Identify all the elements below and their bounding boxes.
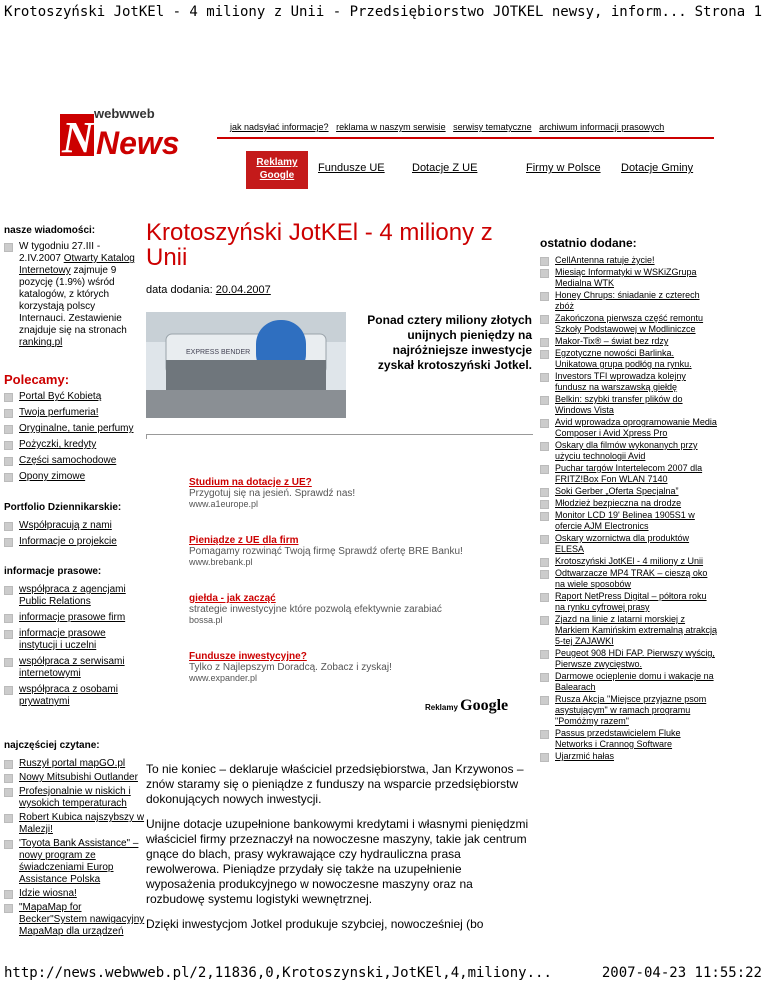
polecamy-item[interactable]: Pożyczki, kredyty	[4, 439, 142, 451]
polecamy-heading: Polecamy:	[4, 372, 70, 387]
article-title: Krotoszyński JotKEl - 4 miliony z Unii	[146, 219, 493, 271]
article-divider	[146, 434, 533, 439]
google-ad-desc: Przygotuj się na jesień. Sprawdź nas!	[189, 488, 356, 499]
ad-link-dotacje-gminy[interactable]: Dotacje Gminy	[621, 162, 694, 174]
recent-item[interactable]: Makor-Tix® – świat bez rdzy	[540, 336, 718, 347]
machine-photo-icon	[146, 312, 346, 418]
nasze-heading: nasze wiadomości:	[4, 225, 96, 236]
google-ad-url[interactable]: bossa.pl	[189, 615, 223, 625]
recent-item[interactable]: Odtwarzacze MP4 TRAK – cieszą oko na wiele sposobów	[540, 568, 718, 590]
google-ad-url[interactable]: www.brebank.pl	[189, 557, 253, 567]
print-header-title: Krotoszyński JotKEl - 4 miliony z Unii - Przedsiębiorstwo JOTKEL newsy, inform...	[4, 4, 687, 20]
google-ads-button[interactable]	[246, 151, 308, 189]
article-photo	[146, 312, 346, 418]
recent-item[interactable]: Puchar targów Intertelecom 2007 dla FRITZ!Box Fon WLAN 7140	[540, 463, 718, 485]
recent-item[interactable]: Zakończona pierwsza część remontu Szkoły Podstawowej w Modliniczce	[540, 313, 718, 335]
najczesciej-heading: najczęściej czytane:	[4, 740, 100, 751]
nasze-list	[4, 241, 142, 353]
recent-item[interactable]: Monitor LCD 19' Belinea 1905S1 w ofercie AJM Electronics	[540, 510, 718, 532]
polecamy-item[interactable]: Portal Być Kobietą	[4, 391, 142, 403]
najczesciej-item[interactable]: "MapaMap for Becker"System nawigacyjny MapaMap dla urządzeń	[4, 902, 146, 938]
recent-item[interactable]: Oskary wzornictwa dla produktów ELESA	[540, 533, 718, 555]
svg-text:EXPRESS BENDER: EXPRESS BENDER	[186, 349, 251, 356]
google-ad-title[interactable]: Pieniądze z UE dla firm	[189, 535, 299, 546]
article-paragraph: Unijne dotacje uzupełnione bankowymi kredytami i własnymi pieniędzmi właściciel firmy przeznaczył na nowoczesne maszyny, takie jak centrum gnące do blach, prasy wykrawające czy hydrauliczna prasa rewolwerowa. Pieniądze przydały się także na uzupełnienie wyposażenia produkcyjnego w nowoczesne maszyny oraz na rozbudowę systemu logistyki wewnętrznej.	[146, 817, 529, 906]
info-item[interactable]: informacje prasowe firm	[4, 612, 144, 624]
recent-item[interactable]: Krotoszyński JotKEl - 4 miliony z Unii	[540, 556, 718, 567]
site-logo[interactable]	[60, 98, 180, 162]
info-heading: informacje prasowe:	[4, 566, 102, 577]
nasze-item: W tygodniu 27.III - 2.IV.2007 Otwarty Katalog Internetowy zajmuje 9 pozycję (1.9%) wśród katalogów, z których korzystają polscy Internauci. Zestawienie znajduje się na stronach ranking.pl	[4, 241, 142, 349]
reklamy-google-label[interactable]: Reklamy Google	[425, 697, 509, 714]
najczesciej-item[interactable]: Ruszył portal mapGO.pl	[4, 758, 146, 770]
svg-text:N: N	[62, 113, 94, 162]
polecamy-item[interactable]: Twoja perfumeria!	[4, 407, 142, 419]
ads-button-line2: Google	[259, 170, 295, 181]
info-item[interactable]: współpraca z serwisami internetowymi	[4, 656, 144, 680]
google-ad[interactable]	[189, 535, 519, 567]
recent-item[interactable]: Ujarzmić hałas	[540, 751, 718, 762]
ad-link-dotacje-ue[interactable]: Dotacje Z UE	[412, 162, 478, 174]
info-list	[4, 584, 144, 712]
news-logo-icon	[60, 98, 180, 162]
najczesciej-item[interactable]: Profesjonalnie w niskich i wysokich temperaturach	[4, 786, 146, 810]
nasze-link-ranking[interactable]: ranking.pl	[19, 337, 63, 348]
logo-brand-big: News	[96, 125, 180, 161]
recent-item[interactable]: Avid wprowadza oprogramowanie Media Composer i Avid Xpress Pro	[540, 417, 718, 439]
polecamy-item[interactable]: Oryginalne, tanie perfumy	[4, 423, 142, 435]
info-item[interactable]: współpraca z osobami prywatnymi	[4, 684, 144, 708]
google-logo: Google	[460, 697, 509, 714]
najczesciej-item[interactable]: Robert Kubica najszybszy w Malezji!	[4, 812, 146, 836]
ad-link-fundusze[interactable]: Fundusze UE	[318, 162, 385, 174]
article-lead: Ponad cztery miliony złotych unijnych pieniędzy na najróżniejsze inwestycje zyskał krotoszyński Jotkel.	[367, 313, 532, 372]
portfolio-list	[4, 520, 142, 552]
google-ad-url[interactable]: www.a1europe.pl	[189, 499, 259, 509]
recent-list	[540, 255, 718, 763]
info-item[interactable]: współpraca z agencjami Public Relations	[4, 584, 144, 608]
google-ad-desc: Tylko z Najlepszym Doradcą. Zobacz i zyskaj!	[189, 662, 392, 673]
recent-item[interactable]: Miesiąc Informatyki w WSKiZGrupa Medialna WTK	[540, 267, 718, 289]
article-date-value: 20.04.2007	[215, 284, 271, 296]
polecamy-list	[4, 391, 142, 487]
top-nav	[230, 122, 669, 132]
recent-item[interactable]: Raport NetPress Digital – półtora roku na rynku cyfrowej prasy	[540, 591, 718, 613]
najczesciej-list	[4, 758, 146, 940]
recent-item[interactable]: Belkin: szybki transfer plików do Windows Vista	[540, 394, 718, 416]
recent-item[interactable]: Investors TFI wprowadza kolejny fundusz na warszawską giełdę	[540, 371, 718, 393]
article-paragraph: To nie koniec – deklaruje właściciel przedsiębiorstwa, Jan Krzywonos – znów staramy się o pieniądze z funduszy na wsparcie przedsiębiorstw dokonujących nowych inwestycji.	[146, 762, 524, 806]
google-ad-title[interactable]: Studium na dotacje z UE?	[189, 477, 312, 488]
recent-item[interactable]: Rusza Akcja "Miejsce przyjazne psom asystującym" w ramach programu "Pomóżmy razem"	[540, 694, 718, 727]
portfolio-item[interactable]: Informacje o projekcie	[4, 536, 142, 548]
top-nav-item[interactable]: jak nadsyłać informacje?	[230, 122, 329, 132]
top-nav-item[interactable]: archiwum informacji prasowych	[539, 122, 665, 132]
google-ad[interactable]	[189, 651, 519, 683]
recent-item[interactable]: Soki Gerber „Oferta Specjalna”	[540, 486, 718, 497]
logo-brand-small: webwweb	[94, 106, 155, 121]
print-footer	[4, 965, 762, 983]
google-ad-title[interactable]: giełda - jak zacząć	[189, 593, 276, 604]
google-ad-url[interactable]: www.expander.pl	[189, 673, 258, 683]
print-header-page: Strona 1	[694, 4, 762, 20]
portfolio-heading: Portfolio Dziennikarskie:	[4, 502, 122, 513]
najczesciej-item[interactable]: Idzie wiosna!	[4, 888, 146, 900]
polecamy-item[interactable]: Części samochodowe	[4, 455, 142, 467]
recent-heading: ostatnio dodane:	[540, 236, 637, 250]
recent-item[interactable]: Passus przedstawicielem Fluke Networks i Crannog Software	[540, 728, 718, 750]
ads-button-line1: Reklamy	[256, 157, 298, 168]
recent-item[interactable]: Oskary dla filmów wykonanych przy użyciu technologii Avid	[540, 440, 718, 462]
najczesciej-item[interactable]: 'Toyota Bank Assistance" – nowy program ze świadczeniami Europ Assistance Polska	[4, 838, 146, 886]
recent-item[interactable]: Darmowe ocieplenie domu i wakacje na Balearach	[540, 671, 718, 693]
top-nav-item[interactable]: serwisy tematyczne	[453, 122, 532, 132]
article-paragraph: Dzięki inwestycjom Jotkel produkuje szybciej, nowocześniej (bo	[146, 917, 484, 931]
google-ad-desc: Pomagamy rozwinąć Twoją firmę Sprawdź ofertę BRE Banku!	[189, 546, 463, 557]
print-footer-url: http://news.webwweb.pl/2,11836,0,Krotoszynski,JotKEl,4,miliony...	[4, 965, 552, 981]
polecamy-item[interactable]: Opony zimowe	[4, 471, 142, 483]
recent-item[interactable]: Egzotyczne nowości Barlinka. Unikatowa grupa podłóg na rynku.	[540, 348, 718, 370]
ad-link-firmy[interactable]: Firmy w Polsce	[526, 162, 601, 174]
google-ad[interactable]	[189, 477, 519, 509]
nasze-link-katalog[interactable]: Otwarty Katalog Internetowy	[19, 253, 135, 276]
print-footer-datetime: 2007-04-23 11:55:22	[601, 965, 762, 981]
google-ad[interactable]	[189, 593, 519, 625]
print-header	[4, 4, 762, 22]
info-item[interactable]: informacje prasowe instytucji i uczelni	[4, 628, 144, 652]
recent-item[interactable]: Młodzież bezpieczna na drodze	[540, 498, 718, 509]
recent-item[interactable]: CellAntenna ratuje życie!	[540, 255, 718, 266]
recent-item[interactable]: Peugeot 908 HDi FAP. Pierwszy wyścig, Pierwsze zwycięstwo.	[540, 648, 718, 670]
article-date: data dodania: 20.04.2007	[146, 284, 271, 296]
recent-item[interactable]: Zjazd na linie z latarni morskiej z Markiem Kamińskim extremalną atrakcją 5-tej ZAJAWKI	[540, 614, 718, 647]
google-ad-title[interactable]: Fundusze inwestycyjne?	[189, 651, 307, 662]
najczesciej-item[interactable]: Nowy Mitsubishi Outlander	[4, 772, 146, 784]
top-nav-item[interactable]: reklama w naszym serwisie	[336, 122, 446, 132]
recent-item[interactable]: Honey Chrups: śniadanie z czterech zbóż	[540, 290, 718, 312]
header-divider	[217, 137, 714, 139]
portfolio-item[interactable]: Współpracują z nami	[4, 520, 142, 532]
google-ad-desc: strategie inwestycyjne które pozwolą efektywnie zarabiać	[189, 604, 442, 615]
